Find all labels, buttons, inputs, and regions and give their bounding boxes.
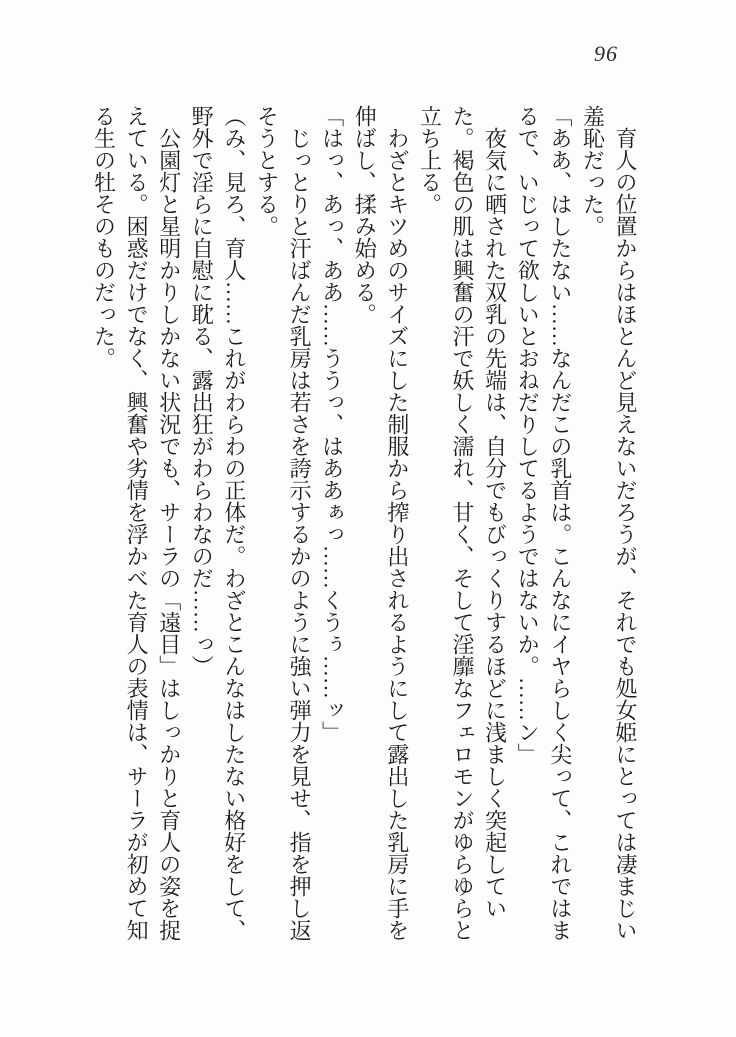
paragraph-dialogue: 「ああ、はしたない……なんだこの乳首は。こんなにイヤらしく尖って、これではまるで、いじって欲しいとおねだりしてるようではないか。……ン」: [515, 105, 573, 941]
body-text: [87, 105, 641, 943]
paragraph-inner-monologue: （み、見ろ、育人……これがわらわの正体だ。わざとこんなはしたない格好をして、野外で淫らに自慰に耽る、露出狂がわらわなのだ……っ）: [189, 105, 247, 941]
page-number: 96: [594, 41, 618, 66]
paragraph-dialogue: 「はっ、あっ、ああ……ううっ、はああぁっ……くうぅ……ッ」: [319, 105, 345, 743]
paragraph-narration: 育人の位置からはほとんど見えないだろうが、それでも処女姫にとっては凄まじい羞恥だった。: [580, 105, 638, 941]
paragraph-narration: じっとりと汗ばんだ乳房は若さを誇示するかのように強い弾力を見せ、指を押し返そうとする。: [254, 105, 313, 941]
paragraph-narration: 夜気に晒された双乳の先端は、自分でもびっくりするほどに浅ましく突起していた。褐色の肌は興奮の汗で妖しく濡れ、甘く、そして淫靡なフェロモンがゆらゆらと立ち上る。: [417, 105, 508, 941]
paragraph-narration: 公園灯と星明かりしかない状況でも、サーラの「遠目」はしっかりと育人の姿を捉えている。困惑だけでなく、興奮や劣情を浮かべた育人の表情は、サーラが初めて知る生の牡そのものだった。: [91, 105, 182, 941]
paragraph-narration: わざとキツめのサイズにした制服から搾り出されるようにして露出した乳房に手を伸ばし、揉み始める。: [352, 105, 410, 941]
